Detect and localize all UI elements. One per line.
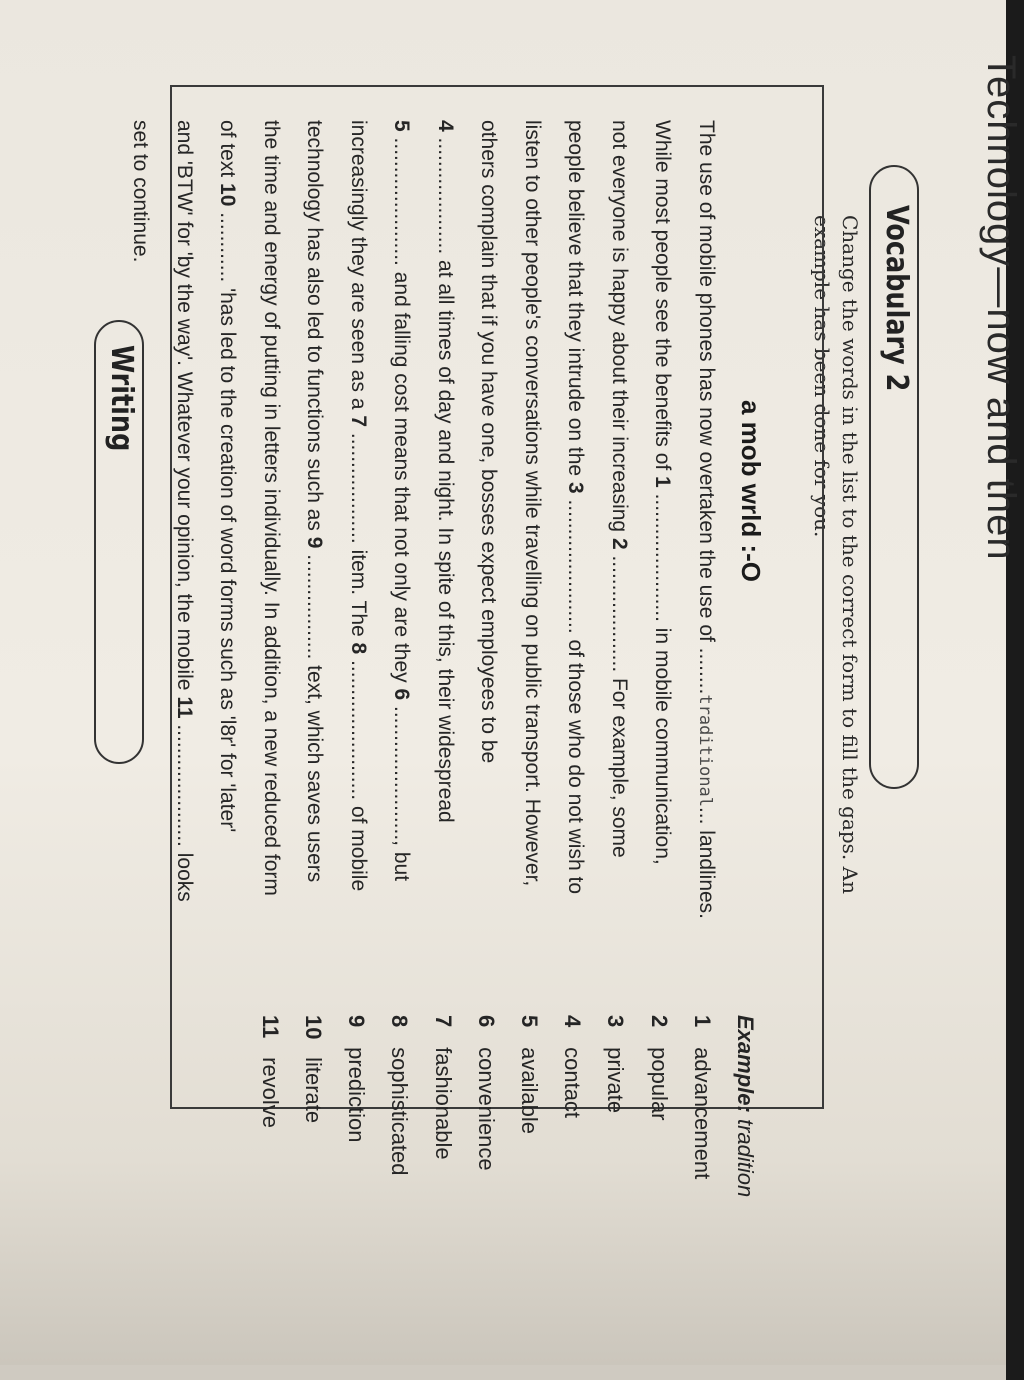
passage-line: [685, 120, 729, 920]
word-list-item: [249, 1015, 292, 1345]
passage-text-segment: at all times of day and night. In spite of this, their widespread: [434, 260, 457, 823]
passage-text-segment: of mobile: [347, 805, 370, 892]
passage-text-segment: looks: [173, 852, 196, 902]
gap-number: 3: [564, 481, 588, 494]
word-list-number: 8: [387, 1015, 413, 1028]
gap-blank: ............: [216, 206, 240, 289]
word-list-word: private: [603, 1041, 629, 1114]
passage-title: a mob wrld :-O: [736, 400, 766, 582]
word-list-item: [637, 1015, 680, 1345]
passage-line: [250, 120, 294, 896]
passage-text-segment: For example, some: [608, 677, 631, 858]
exercise-instructions: Change the words in the list to the correct form to fill the gaps. An example has been done for you.: [810, 215, 862, 894]
word-list-number: 4: [560, 1015, 586, 1028]
passage-text-segment: text, which saves users: [303, 665, 327, 883]
example-answer: traditional: [695, 694, 715, 807]
gap-number: 9: [303, 536, 327, 549]
gap-number: 1: [651, 476, 675, 488]
gap-blank: .......................,: [390, 700, 414, 852]
passage-line: [337, 120, 381, 892]
gap-blank: ....................: [434, 131, 457, 261]
passage-text-segment: technology has also led to functions such as: [303, 120, 327, 537]
word-list-item: [335, 1015, 378, 1345]
word-list-word: convenience: [473, 1041, 499, 1171]
word-list-word: revolve: [257, 1051, 283, 1129]
gap-number: 8: [347, 642, 370, 655]
passage-text-segment: of those who do not wish to: [564, 639, 588, 894]
passage-line: [293, 120, 337, 883]
word-list-number: 3: [603, 1015, 629, 1028]
passage-line: [163, 120, 207, 902]
word-list-number: 5: [517, 1015, 543, 1028]
passage-text-segment: increasingly they are seen as a: [347, 120, 370, 416]
passage-line: [380, 120, 424, 882]
passage-text-segment: people believe that they intrude on the: [564, 120, 588, 482]
gap-number: 7: [347, 415, 370, 428]
gap-blank: ......................: [651, 487, 675, 628]
passage-text-segment: set to continue.: [129, 120, 153, 263]
example-word: tradition: [733, 1118, 758, 1198]
passage-line: [598, 120, 642, 858]
gap-number: 5: [390, 120, 414, 132]
passage-text-segment: and 'BTW' for 'by the way'. Whatever your opinion, the mobile: [173, 120, 196, 697]
passage-text-segment: item. The: [347, 549, 370, 643]
gap-blank: ....................: [608, 549, 631, 678]
passage-text-segment: listen to other people's conversations while travelling on public transport. However,: [521, 120, 544, 887]
word-list-word: fashionable: [430, 1041, 456, 1160]
passage-text-segment: and falling cost means that not only are they: [390, 271, 414, 689]
word-list-word: prediction: [344, 1041, 370, 1143]
gap-number: 11: [173, 696, 196, 719]
word-list-example: [724, 1015, 767, 1345]
passage-line: [206, 120, 250, 833]
word-list-word: advancement: [689, 1041, 715, 1180]
passage-text-segment: While most people see the benefits of: [651, 120, 675, 477]
word-list-word: sophisticated: [387, 1041, 413, 1176]
example-label: Example:: [733, 1015, 758, 1113]
passage-text: [119, 120, 728, 920]
word-list-number: 6: [473, 1015, 499, 1028]
gap-number: 6: [390, 688, 414, 701]
passage-text-segment: the time and energy of putting in letters individually. In addition, a new reduced form: [260, 120, 283, 896]
word-list-number: 2: [646, 1015, 672, 1028]
word-list-word: contact: [560, 1041, 586, 1119]
gap-blank: ........: [695, 647, 718, 695]
passage-text-segment: in mobile communication,: [651, 627, 675, 865]
gap-blank: ... landlines.: [695, 806, 718, 920]
word-list-item: [508, 1015, 551, 1345]
passage-text-segment: others complain that if you have one, bosses expect employees to be: [477, 120, 501, 764]
word-list-word: available: [517, 1041, 543, 1134]
word-list-number: 9: [344, 1015, 370, 1028]
gap-blank: ..................: [303, 548, 327, 666]
passage-text-segment: The use of mobile phones has now overtaken the use of: [695, 120, 718, 648]
word-list-item: [378, 1015, 421, 1345]
writing-section-title: Writing: [104, 345, 139, 452]
word-list-number: 7: [430, 1015, 456, 1028]
word-list-item: [551, 1015, 594, 1345]
gap-blank: ........................: [347, 654, 370, 806]
passage-text-segment: of text: [216, 120, 240, 184]
passage-line: [424, 120, 468, 823]
word-list-item: [422, 1015, 465, 1345]
section-title: Vocabulary 2: [879, 205, 914, 392]
gap-number: 2: [608, 537, 631, 550]
word-list-item: [681, 1015, 724, 1345]
passage-text-segment: 'has led to the creation of word forms such as 'l8r' for 'later': [216, 288, 240, 833]
gap-blank: .....................: [173, 718, 196, 853]
gap-blank: ......................: [390, 131, 414, 272]
gap-blank: ...................: [347, 427, 370, 550]
word-list-item: [465, 1015, 508, 1345]
passage-line: [511, 120, 555, 887]
passage-line: [641, 120, 685, 865]
word-list-number: 10: [301, 1015, 327, 1040]
gap-blank: .......................: [564, 493, 588, 640]
word-list-item: [594, 1015, 637, 1345]
passage-text-segment: not everyone is happy about their increasing: [608, 120, 631, 538]
passage-line: [467, 120, 511, 764]
word-list-word: literate: [301, 1051, 327, 1124]
word-list-word: popular: [646, 1041, 672, 1121]
gap-number: 4: [434, 120, 457, 132]
word-list: [249, 1015, 767, 1345]
gap-number: 10: [216, 183, 240, 207]
chapter-title: Technology—now and then: [979, 55, 1023, 561]
passage-text-segment: but: [390, 851, 414, 882]
word-list-number: 11: [257, 1015, 283, 1039]
word-list-number: 1: [689, 1015, 715, 1028]
passage-line: [554, 120, 598, 894]
word-list-item: [292, 1015, 335, 1345]
